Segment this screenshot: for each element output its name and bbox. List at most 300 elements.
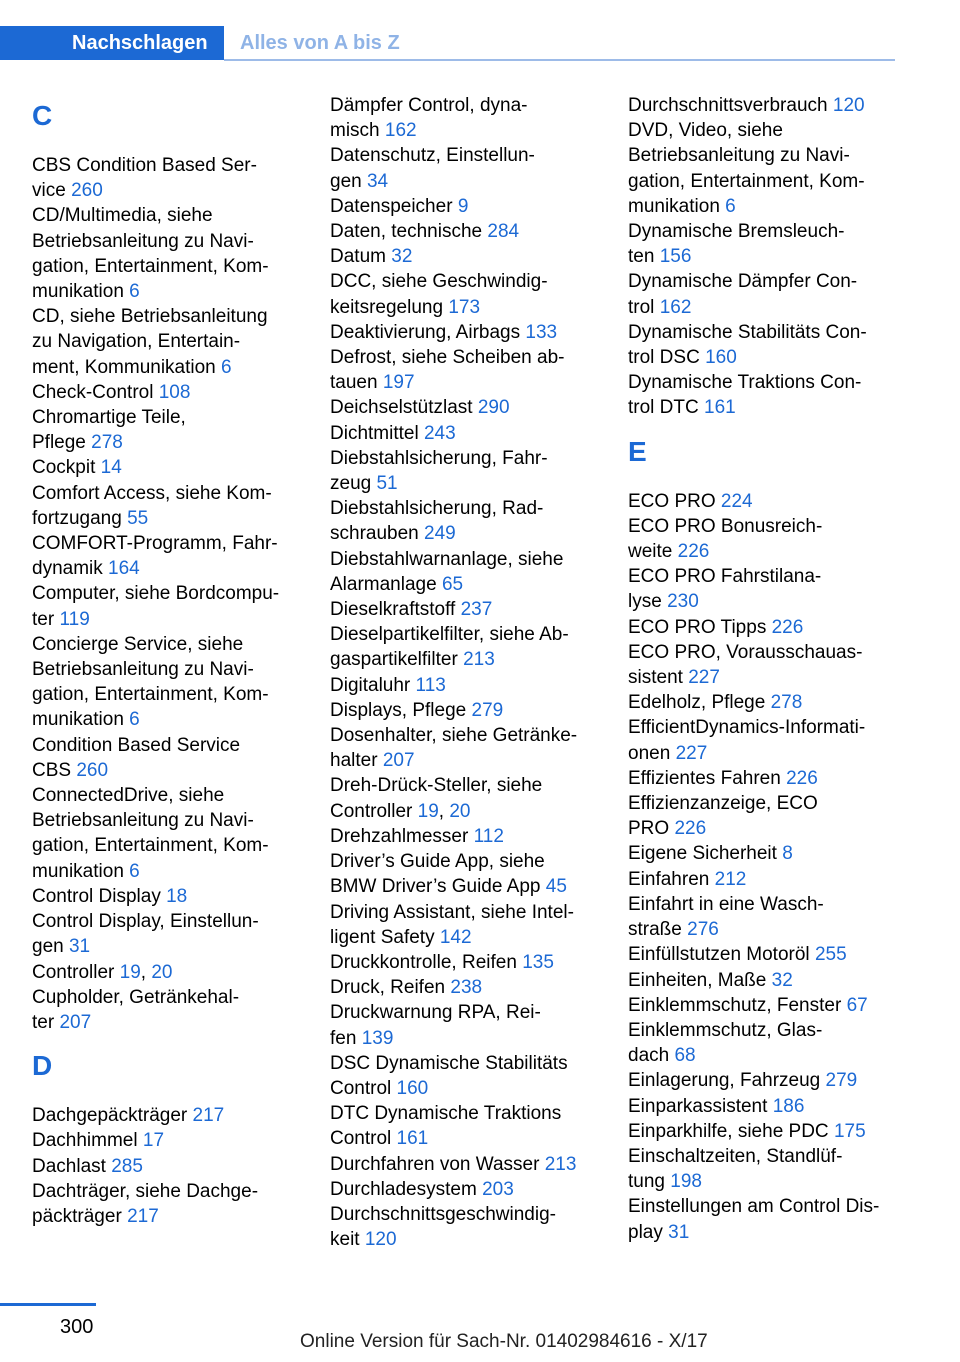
index-entry-term: Einstellungen am Control Dis- xyxy=(628,1196,880,1218)
index-entry-text xyxy=(628,791,898,816)
index-entry xyxy=(32,632,302,733)
index-entry-term: straße xyxy=(628,919,682,941)
page-reference-link[interactable]: 186 xyxy=(772,1095,805,1117)
index-entry-term: DTC Dynamische Traktions xyxy=(330,1103,562,1125)
index-entry-term: ter xyxy=(32,608,55,630)
index-entry xyxy=(32,733,302,783)
index-column-2 xyxy=(330,93,600,1252)
page-reference-link[interactable]: 17 xyxy=(142,1130,165,1152)
index-entry-text xyxy=(32,455,302,480)
page-reference-link[interactable]: 207 xyxy=(59,1011,92,1033)
index-entry-text xyxy=(330,874,600,899)
index-entry xyxy=(628,370,898,420)
page-reference-link[interactable]: 6 xyxy=(129,281,140,303)
index-entry-term: Condition Based Service xyxy=(32,734,241,756)
index-entry xyxy=(628,791,898,841)
index-entry xyxy=(628,942,898,967)
index-entry-text xyxy=(32,430,302,455)
index-entry-term: Displays, Pflege xyxy=(330,699,467,721)
index-entry-text xyxy=(628,395,898,420)
index-entry-text xyxy=(32,481,302,506)
index-entry xyxy=(330,824,600,849)
index-entry-term: Einlagerung, Fahrzeug xyxy=(628,1070,821,1092)
page-reference-link[interactable]: 6 xyxy=(725,195,736,217)
index-entry-text xyxy=(628,320,898,345)
index-entry-text xyxy=(628,892,898,917)
index-entry-term: Druckkontrolle, Reifen xyxy=(330,951,517,973)
index-entry-term: trol DTC xyxy=(628,397,699,419)
index-entry-text xyxy=(32,405,302,430)
index-entry xyxy=(628,690,898,715)
index-entry xyxy=(330,1000,600,1050)
index-entry-term: zu Navigation, Entertain- xyxy=(32,331,241,353)
index-entry-term: lyse xyxy=(628,591,662,613)
page-reference-link[interactable]: 290 xyxy=(477,397,510,419)
index-entry xyxy=(330,723,600,773)
index-entry-term: gation, Entertainment, Kom- xyxy=(628,170,865,192)
index-entry-text xyxy=(32,1179,302,1204)
page-reference-link[interactable]: 160 xyxy=(396,1077,429,1099)
index-entry-term: EfficientDynamics-Informati- xyxy=(628,717,866,739)
index-entry-text xyxy=(32,884,302,909)
index-entry xyxy=(32,960,302,985)
index-entry xyxy=(330,244,600,269)
index-entry-term: Check-Control xyxy=(32,381,154,403)
index-entry-text xyxy=(32,229,302,254)
index-entry-text xyxy=(330,925,600,950)
page-reference-link[interactable]: 278 xyxy=(770,692,803,714)
page-reference-link[interactable]: 112 xyxy=(473,825,504,847)
index-entry-term: Dynamische Traktions Con- xyxy=(628,372,862,394)
page-reference-link[interactable]: 139 xyxy=(361,1027,394,1049)
page-reference-link[interactable]: 19 xyxy=(417,800,439,822)
index-entry-text xyxy=(330,1026,600,1051)
page-reference-link[interactable]: 119 xyxy=(59,608,90,630)
index-entry xyxy=(32,884,302,909)
index-entry-term: ECO PRO Tipps xyxy=(628,616,767,638)
index-entry-text xyxy=(330,1101,600,1126)
page-reference-link[interactable]: 203 xyxy=(482,1178,514,1200)
index-entry-term: Dachlast xyxy=(32,1155,106,1177)
index-entry-text xyxy=(628,841,898,866)
index-entry-text xyxy=(330,496,600,521)
index-entry-term: ten xyxy=(628,246,655,268)
page-reference-link[interactable]: 173 xyxy=(448,296,481,318)
index-entry-text xyxy=(628,589,898,614)
page-reference-link[interactable]: 217 xyxy=(192,1105,225,1127)
index-entry xyxy=(628,715,898,765)
index-entry-term: ConnectedDrive, siehe xyxy=(32,785,225,807)
index-entry xyxy=(330,421,600,446)
index-entry-term: Computer, siehe Bordcompu- xyxy=(32,583,280,605)
page-reference-link[interactable]: 217 xyxy=(127,1205,159,1227)
index-entry-text xyxy=(32,632,302,657)
index-entry-text xyxy=(330,244,600,269)
index-entry-term: Dachträger, siehe Dachge- xyxy=(32,1180,259,1202)
page-reference-link[interactable]: 120 xyxy=(364,1229,397,1251)
index-entry-term: Durchladesystem xyxy=(330,1178,477,1200)
index-entry-term: Controller xyxy=(32,961,115,983)
page-reference-link[interactable]: 213 xyxy=(463,649,495,671)
page-reference-link[interactable]: 224 xyxy=(720,490,753,512)
index-entry-text xyxy=(330,118,600,143)
index-entry-text xyxy=(628,194,898,219)
index-entry-text xyxy=(330,849,600,874)
index-entry-text xyxy=(330,345,600,370)
index-entry-text xyxy=(32,531,302,556)
index-entry-text xyxy=(32,707,302,732)
index-entry-text xyxy=(32,682,302,707)
page-reference-link[interactable]: 14 xyxy=(100,457,122,479)
index-entry-term: fen xyxy=(330,1027,357,1049)
page-reference-link[interactable]: 156 xyxy=(659,246,692,268)
page-reference-link[interactable]: 6 xyxy=(129,709,140,731)
page-reference-link[interactable]: 142 xyxy=(439,926,472,948)
index-entry-text xyxy=(628,345,898,370)
page-reference-link[interactable]: 284 xyxy=(487,221,520,243)
index-entry-text xyxy=(628,1144,898,1169)
page-reference-link[interactable]: 20 xyxy=(151,961,173,983)
index-entry-term: Betriebsanleitung zu Navi- xyxy=(32,659,254,681)
index-entry xyxy=(628,514,898,564)
index-entry-text: Controller 19, 20 xyxy=(32,961,173,983)
page-reference-link[interactable]: 67 xyxy=(846,994,868,1016)
page-reference-link[interactable]: 160 xyxy=(705,347,737,369)
page-reference-link[interactable]: 279 xyxy=(471,699,504,721)
page-reference-link[interactable]: 226 xyxy=(786,767,818,789)
index-entry-text xyxy=(330,698,600,723)
index-entry xyxy=(628,867,898,892)
index-entry-term: Dachgepäckträger xyxy=(32,1105,188,1127)
page-reference-link[interactable]: 197 xyxy=(382,372,415,394)
index-entry xyxy=(32,1154,302,1179)
index-entry-term: Chromartige Teile, xyxy=(32,407,186,429)
index-entry-text xyxy=(32,733,302,758)
page-reference-link[interactable]: 260 xyxy=(76,759,109,781)
index-entry-text xyxy=(628,993,898,1018)
index-entry-text xyxy=(628,93,898,118)
index-entry-term: Druck, Reifen xyxy=(330,977,446,999)
index-entry-text xyxy=(32,506,302,531)
index-entry-text xyxy=(330,622,600,647)
index-entry-term: Diebstahlsicherung, Fahr- xyxy=(330,447,548,469)
index-entry xyxy=(330,446,600,496)
index-entry-text xyxy=(32,607,302,632)
index-entry-text xyxy=(330,194,600,219)
index-entry-text xyxy=(628,1094,898,1119)
page-reference-link[interactable]: 51 xyxy=(376,473,398,495)
page-reference-link[interactable]: 175 xyxy=(833,1120,866,1142)
index-entry-text xyxy=(32,934,302,959)
page-reference-link[interactable]: 238 xyxy=(450,977,483,999)
index-entry-text xyxy=(330,93,600,118)
index-entry-text xyxy=(628,741,898,766)
page-reference-link[interactable]: 31 xyxy=(68,936,91,958)
index-entry-term: gation, Entertainment, Kom- xyxy=(32,835,269,857)
index-entry xyxy=(32,481,302,531)
page-reference-link[interactable]: 212 xyxy=(714,868,747,890)
index-entry-text xyxy=(330,446,600,471)
index-entry xyxy=(628,269,898,319)
index-entry-term: Eigene Sicherheit xyxy=(628,843,777,865)
index-entry-term: Datenspeicher xyxy=(330,195,453,217)
page-reference-link[interactable]: 6 xyxy=(129,860,140,882)
page-reference-link[interactable]: 164 xyxy=(108,558,140,580)
index-entry-text xyxy=(32,1154,302,1179)
page-reference-link[interactable]: 278 xyxy=(91,432,123,454)
index-entry-term: ECO PRO Fahrstilana- xyxy=(628,566,822,588)
index-entry-term: Datenschutz, Einstellun- xyxy=(330,145,535,167)
page-reference-link[interactable]: 45 xyxy=(545,876,567,898)
index-entry-text xyxy=(628,539,898,564)
index-entry-text xyxy=(32,178,302,203)
page-reference-link[interactable]: 133 xyxy=(525,321,558,343)
page-reference-link[interactable]: 285 xyxy=(111,1155,143,1177)
index-entry-term: munikation xyxy=(32,860,124,882)
tab-alles-von-a-bis-z[interactable]: Alles von A bis Z xyxy=(240,32,400,54)
page-reference-link[interactable]: 227 xyxy=(675,742,708,764)
index-entry-text xyxy=(330,748,600,773)
index-entry xyxy=(628,320,898,370)
page-reference-link[interactable]: 226 xyxy=(771,616,804,638)
page-reference-link[interactable]: 255 xyxy=(814,944,847,966)
index-entry-term: trol DSC xyxy=(628,347,700,369)
index-entry xyxy=(32,531,302,581)
page-reference-link[interactable]: 260 xyxy=(71,180,103,202)
page-reference-link[interactable]: 237 xyxy=(460,599,493,621)
index-entry-term: gaspartikelfilter xyxy=(330,649,458,671)
index-entry-term: Comfort Access, siehe Kom- xyxy=(32,482,272,504)
index-entry-term: Control Display, Einstellun- xyxy=(32,911,259,933)
page-reference-link[interactable]: 31 xyxy=(668,1221,690,1243)
index-entry-text xyxy=(628,665,898,690)
page-reference-link[interactable]: 198 xyxy=(670,1171,702,1193)
index-entry-text xyxy=(330,421,600,446)
index-entry-term: Deichselstützlast xyxy=(330,397,473,419)
index-entry-text xyxy=(628,564,898,589)
page-reference-link[interactable]: 9 xyxy=(457,195,469,217)
section-letter: C xyxy=(32,100,53,131)
index-entry-text xyxy=(628,244,898,269)
index-entry-text xyxy=(330,471,600,496)
index-entry xyxy=(330,1177,600,1202)
index-entry-text xyxy=(628,816,898,841)
index-entry-text xyxy=(628,219,898,244)
index-entry xyxy=(330,673,600,698)
page-reference-link[interactable]: 108 xyxy=(158,381,191,403)
page-reference-link[interactable]: 276 xyxy=(687,919,719,941)
index-entry-text xyxy=(32,304,302,329)
page-reference-link[interactable]: 68 xyxy=(674,1045,696,1067)
index-entry-term: CBS xyxy=(32,759,72,781)
index-entry xyxy=(330,345,600,395)
page-reference-link[interactable]: 19 xyxy=(119,961,141,983)
index-entry-text xyxy=(32,1010,302,1035)
index-entry xyxy=(330,622,600,672)
page-reference-link[interactable]: 162 xyxy=(659,296,692,318)
index-entry-term: Effizienzanzeige, ECO xyxy=(628,793,818,815)
index-entry-term: Dachhimmel xyxy=(32,1130,138,1152)
page-reference-link[interactable]: 18 xyxy=(166,885,188,907)
index-entry xyxy=(330,1152,600,1177)
index-entry xyxy=(32,1128,302,1153)
index-entry-term: Effizientes Fahren xyxy=(628,767,781,789)
page-reference-link[interactable]: 20 xyxy=(449,800,471,822)
index-entry xyxy=(628,892,898,942)
index-entry-text xyxy=(32,985,302,1010)
index-entry-text xyxy=(32,203,302,228)
page-reference-link[interactable]: 135 xyxy=(522,951,554,973)
index-entry-term: sistent xyxy=(628,667,683,689)
index-entry-term: Controller xyxy=(330,800,413,822)
page-reference-link[interactable]: 65 xyxy=(441,573,464,595)
index-entry xyxy=(628,993,898,1018)
index-entry xyxy=(330,1202,600,1252)
index-entry-text xyxy=(330,1000,600,1025)
page-reference-link[interactable]: 120 xyxy=(832,95,865,116)
index-entry-term: tung xyxy=(628,1171,665,1193)
index-entry xyxy=(628,1144,898,1194)
index-entry-text xyxy=(628,690,898,715)
page-reference-link[interactable]: 227 xyxy=(688,667,720,689)
index-entry-text xyxy=(32,355,302,380)
index-entry xyxy=(32,405,302,455)
index-entry-term: Dosenhalter, siehe Getränke- xyxy=(330,725,578,747)
index-entry-text xyxy=(32,556,302,581)
index-entry-term: Druckwarnung RPA, Rei- xyxy=(330,1002,541,1024)
index-entry xyxy=(330,219,600,244)
index-entry-text xyxy=(628,867,898,892)
page-reference-link[interactable]: 226 xyxy=(674,818,707,840)
index-entry-term: Drehzahlmesser xyxy=(330,825,469,847)
index-entry-text xyxy=(330,219,600,244)
page-reference-link[interactable]: 230 xyxy=(667,591,699,613)
index-entry-text xyxy=(32,380,302,405)
page-reference-link[interactable]: 213 xyxy=(544,1153,577,1175)
index-entry xyxy=(330,1101,600,1151)
index-entry xyxy=(330,1051,600,1101)
index-entry xyxy=(628,1068,898,1093)
index-entry xyxy=(628,564,898,614)
index-entry-term: Diebstahlwarnanlage, siehe xyxy=(330,548,564,570)
index-entry-text xyxy=(330,169,600,194)
page-reference-link[interactable]: 32 xyxy=(771,969,793,991)
index-entry-term: gen xyxy=(32,936,64,958)
page-reference-link[interactable]: 113 xyxy=(415,674,446,696)
index-entry-term: Control xyxy=(330,1077,392,1099)
index-entry-text xyxy=(32,1128,302,1153)
index-entry xyxy=(628,640,898,690)
index-entry-term: ECO PRO Bonusreich- xyxy=(628,515,823,537)
tab-nachschlagen[interactable]: Nachschlagen xyxy=(0,26,224,60)
page-reference-link[interactable]: 8 xyxy=(782,843,793,865)
page-reference-link[interactable]: 249 xyxy=(424,523,456,545)
index-entry-term: CBS Condition Based Ser- xyxy=(32,155,257,176)
index-entry-text xyxy=(32,279,302,304)
page-reference-link[interactable]: 207 xyxy=(382,750,415,772)
index-entry-text xyxy=(330,1051,600,1076)
index-entry-term: Einparkhilfe, siehe PDC xyxy=(628,1120,829,1142)
page-reference-link[interactable]: 243 xyxy=(423,422,456,444)
index-entry-text xyxy=(628,370,898,395)
index-entry-term: keitsregelung xyxy=(330,296,444,318)
index-entry xyxy=(330,900,600,950)
index-entry-term: Alarmanlage xyxy=(330,573,437,595)
index-entry xyxy=(628,118,898,219)
index-entry-text xyxy=(330,824,600,849)
page-reference-link[interactable]: 162 xyxy=(384,120,417,142)
index-entry-term: play xyxy=(628,1221,663,1243)
page-reference-link[interactable]: 161 xyxy=(704,397,736,419)
index-entry-text xyxy=(330,1227,600,1252)
index-entry-text xyxy=(628,766,898,791)
footer-rule xyxy=(0,1303,96,1306)
page-reference-link[interactable]: 161 xyxy=(396,1128,429,1150)
header-rule xyxy=(224,59,895,61)
index-entry-term: Control Display xyxy=(32,885,161,907)
index-entry-text: Controller 19, 20 xyxy=(330,800,471,822)
index-entry xyxy=(628,841,898,866)
index-entry-text xyxy=(330,673,600,698)
index-entry-term: ment, Kommunikation xyxy=(32,356,216,378)
index-entry xyxy=(330,143,600,193)
page-reference-link[interactable]: 55 xyxy=(127,507,149,529)
index-entry xyxy=(628,1018,898,1068)
index-entry-term: Betriebsanleitung zu Navi- xyxy=(32,810,254,832)
page-reference-link[interactable]: 32 xyxy=(391,246,413,268)
page-reference-link[interactable]: 6 xyxy=(221,356,232,378)
index-entry-term: halter xyxy=(330,750,378,772)
index-entry xyxy=(330,698,600,723)
index-entry xyxy=(330,269,600,319)
index-entry xyxy=(330,93,600,143)
index-entry-term: Einschaltzeiten, Standlüf- xyxy=(628,1145,843,1167)
index-entry-term: Concierge Service, siehe xyxy=(32,633,244,655)
index-entry-term: Dynamische Stabilitäts Con- xyxy=(628,321,867,343)
page-reference-link[interactable]: 226 xyxy=(677,541,710,563)
index-entry-text xyxy=(628,514,898,539)
index-column-1 xyxy=(32,93,302,1229)
index-entry-term: Daten, technische xyxy=(330,221,483,243)
index-entry xyxy=(32,985,302,1035)
index-entry-text xyxy=(330,1076,600,1101)
index-entry-term: DCC, siehe Geschwindig- xyxy=(330,271,548,293)
index-column-3 xyxy=(628,93,898,1245)
index-entry-term: Durchschnittsverbrauch xyxy=(628,95,828,116)
page-number: 300 xyxy=(60,1316,94,1338)
page-reference-link[interactable]: 279 xyxy=(825,1070,858,1092)
index-entry-text xyxy=(32,1103,302,1128)
index-entry-term: Dichtmittel xyxy=(330,422,419,444)
index-entry-term: BMW Driver’s Guide App xyxy=(330,876,541,898)
index-entry-term: Cockpit xyxy=(32,457,96,479)
index-entry-text xyxy=(330,320,600,345)
page-reference-link[interactable]: 34 xyxy=(366,170,389,192)
index-entry-term: CD/Multimedia, siehe xyxy=(32,205,213,227)
index-entry xyxy=(32,909,302,959)
index-entry-text xyxy=(628,143,898,168)
index-entry xyxy=(628,219,898,269)
index-entry-term: schrauben xyxy=(330,523,419,545)
index-entry-text xyxy=(330,647,600,672)
index-entry-term: fortzugang xyxy=(32,507,122,529)
index-entry-term: trol xyxy=(628,296,655,318)
index-entry-term: gen xyxy=(330,170,362,192)
index-entry-term: Dieselpartikelfilter, siehe Ab- xyxy=(330,624,569,646)
index-entry-text xyxy=(628,715,898,740)
index-entry-term: Dieselkraftstoff xyxy=(330,599,456,621)
index-entry-text xyxy=(32,783,302,808)
